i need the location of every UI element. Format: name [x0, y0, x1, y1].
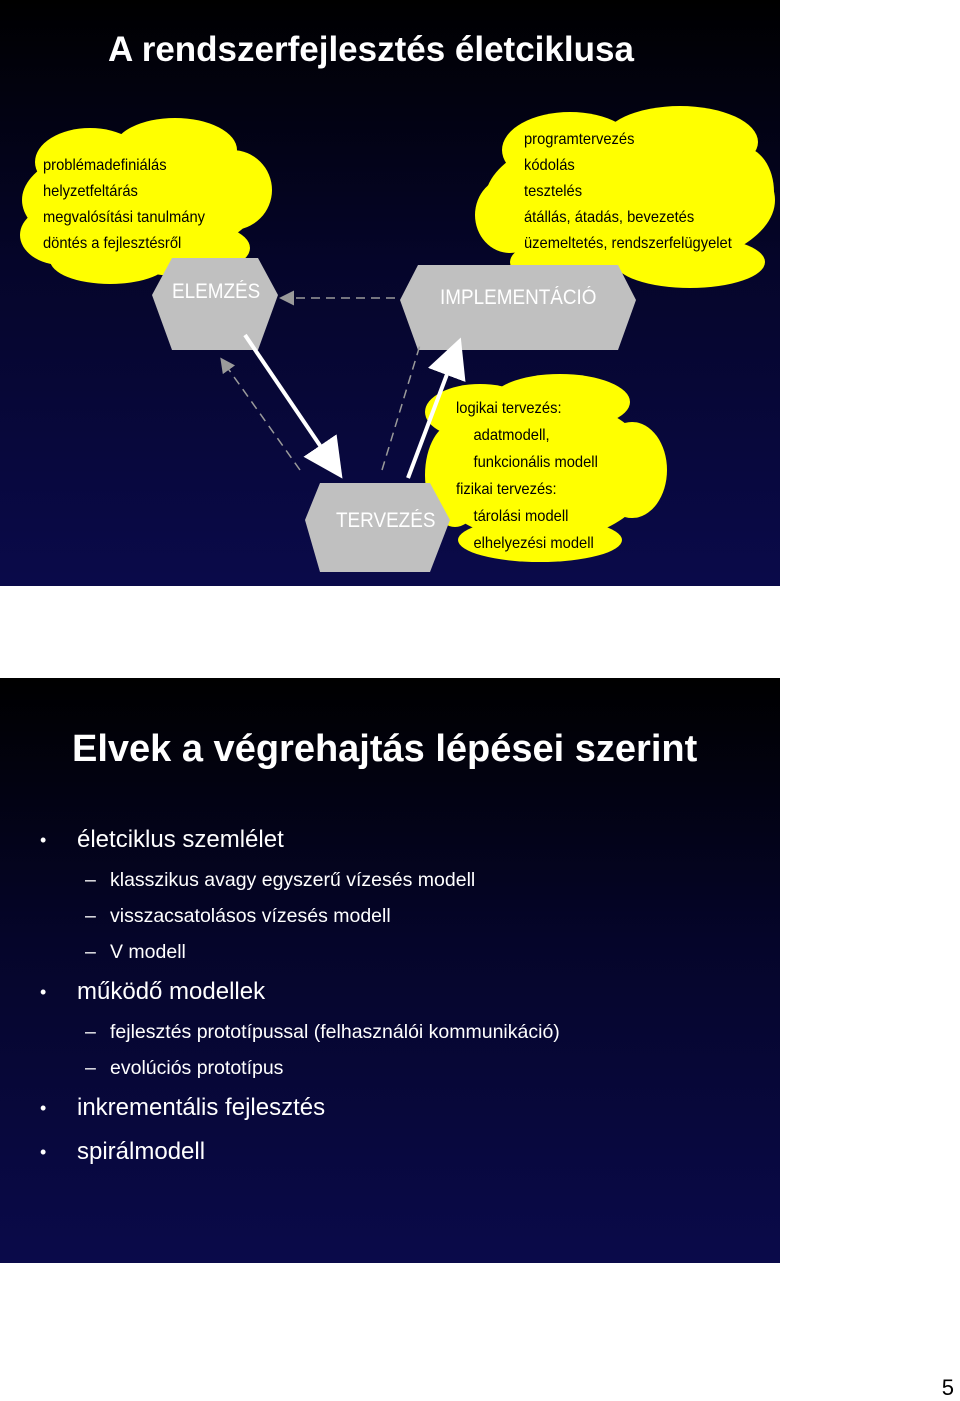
dash-icon: –	[85, 869, 96, 891]
cloud-line: tárolási modell	[473, 508, 569, 525]
cloud-line: fizikai tervezés:	[456, 481, 557, 498]
list-item: – V modell	[40, 934, 560, 970]
dashed-line-design-to-implementation	[382, 345, 420, 470]
cloud-line: programtervezés	[524, 131, 635, 148]
list-item: • inkrementális fejlesztés	[40, 1086, 560, 1130]
slide-title: A rendszerfejlesztés életciklusa	[108, 30, 634, 69]
bullet-icon: •	[40, 1142, 47, 1162]
bullet-icon: •	[40, 1098, 47, 1118]
list-item: • életciklus szemlélet	[40, 818, 560, 862]
cloud-line: kódolás	[524, 157, 575, 174]
cloud-analysis-text	[43, 153, 205, 257]
cloud-line: funkcionális modell	[473, 454, 598, 471]
phase-label-implementation: IMPLEMENTÁCIÓ	[440, 286, 597, 309]
cloud-line: helyzetfeltárás	[43, 183, 138, 200]
bullet-list	[40, 818, 560, 1174]
cloud-line: adatmodell,	[473, 427, 550, 444]
arrow-analysis-to-design	[245, 335, 338, 472]
cloud-line: problémadefiniálás	[43, 157, 167, 174]
list-item: – evolúciós prototípus	[40, 1050, 560, 1086]
cloud-line: logikai tervezés:	[456, 400, 562, 417]
dash-icon: –	[85, 1057, 96, 1079]
cloud-line: elhelyezési modell	[473, 535, 594, 552]
cloud-line: döntés a fejlesztésről	[43, 235, 182, 252]
list-item: – klasszikus avagy egyszerű vízesés modell	[40, 862, 560, 898]
slide-principles	[0, 678, 780, 1263]
bullet-icon: •	[40, 830, 47, 850]
phase-label-analysis: ELEMZÉS	[172, 280, 261, 303]
dash-icon: –	[85, 1021, 96, 1043]
dash-icon: –	[85, 941, 96, 963]
cloud-line: tesztelés	[524, 183, 583, 200]
cloud-design-text	[456, 395, 598, 557]
page-number: 5	[941, 1375, 954, 1400]
bullet-icon: •	[40, 982, 47, 1002]
cloud-line: üzemeltetés, rendszerfelügyelet	[524, 235, 732, 252]
phase-label-design: TERVEZÉS	[336, 509, 436, 532]
cloud-line: megvalósítási tanulmány	[43, 209, 206, 226]
hexagon-analysis	[152, 258, 278, 350]
lifecycle-diagram	[0, 0, 780, 586]
slide-title: Elvek a végrehajtás lépései szerint	[72, 728, 698, 770]
dash-icon: –	[85, 905, 96, 927]
list-item: • működő modellek	[40, 970, 560, 1014]
slide-lifecycle	[0, 0, 780, 586]
list-item: – fejlesztés prototípussal (felhasználói kommunikáció)	[40, 1014, 560, 1050]
dashed-arrow-design-to-analysis	[222, 360, 300, 470]
list-item: • spirálmodell	[40, 1130, 560, 1174]
cloud-implementation-text	[524, 127, 732, 257]
list-item: – visszacsatolásos vízesés modell	[40, 898, 560, 934]
cloud-line: átállás, átadás, bevezetés	[524, 209, 695, 226]
